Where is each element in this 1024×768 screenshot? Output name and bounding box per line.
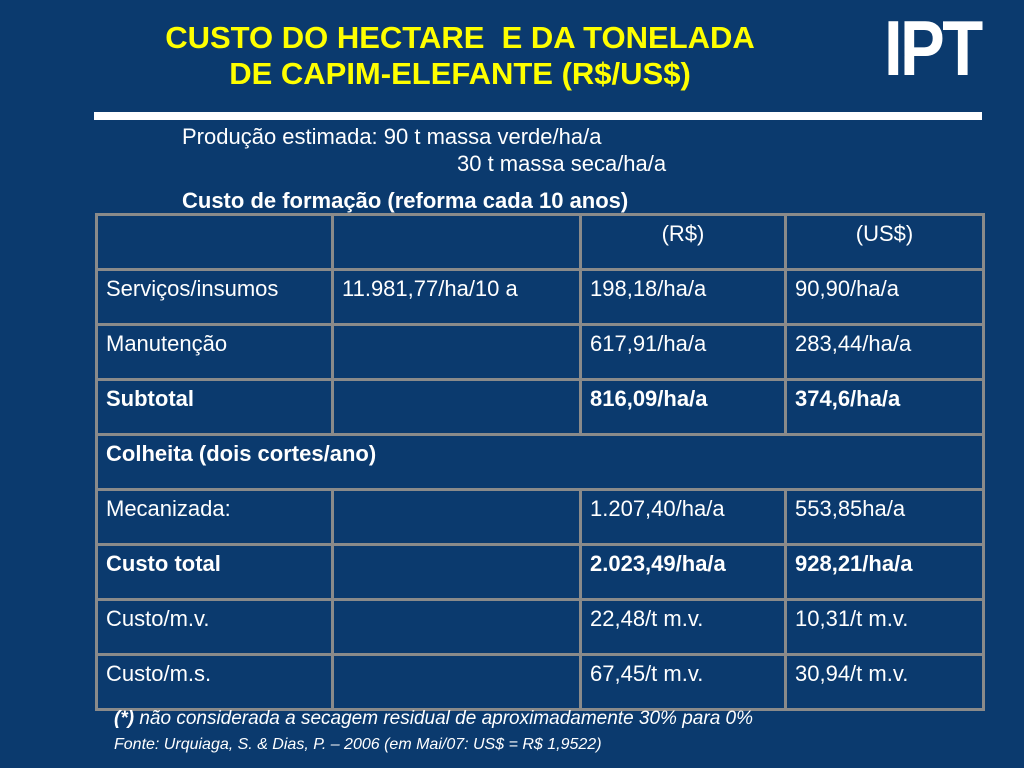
row-label: Mecanizada: (97, 490, 333, 545)
brl-cell: 1.207,40/ha/a (581, 490, 786, 545)
row-label: Custo/m.s. (97, 655, 333, 710)
usd-cell: 283,44/ha/a (786, 325, 984, 380)
table-row (97, 655, 984, 710)
base-cost-cell (333, 380, 581, 435)
header-cell-brl: (R$) (581, 215, 786, 270)
slide-title (0, 20, 920, 92)
title-line-1: CUSTO DO HECTARE E DA TONELADA (165, 20, 755, 55)
row-label: Serviços/insumos (97, 270, 333, 325)
row-label: Manutenção (97, 325, 333, 380)
header-cell (97, 215, 333, 270)
ipt-logo: IPT (884, 4, 981, 92)
production-estimate: Produção estimada: 90 t massa verde/ha/a (182, 124, 602, 149)
table-row (97, 380, 984, 435)
table-row (97, 270, 984, 325)
footnote (114, 708, 753, 730)
footnote-text: não considerada a secagem residual de aproximadamente 30% para 0% (134, 708, 754, 729)
brl-cell: 67,45/t m.v. (581, 655, 786, 710)
cost-table (95, 213, 985, 711)
formation-cost-heading: Custo de formação (reforma cada 10 anos) (182, 188, 629, 213)
table-section-row (97, 435, 984, 490)
table-row (97, 545, 984, 600)
table-header-row (97, 215, 984, 270)
table-row (97, 325, 984, 380)
title-line-2: DE CAPIM-ELEFANTE (R$/US$) (229, 56, 691, 91)
base-cost-cell: 11.981,77/ha/10 a (333, 270, 581, 325)
brl-cell: 22,48/t m.v. (581, 600, 786, 655)
base-cost-cell (333, 490, 581, 545)
brl-cell: 816,09/ha/a (581, 380, 786, 435)
row-label: Custo/m.v. (97, 600, 333, 655)
source-citation: Fonte: Urquiaga, S. & Dias, P. – 2006 (em Mai/07: US$ = R$ 1,9522) (114, 736, 602, 753)
brl-cell: 198,18/ha/a (581, 270, 786, 325)
brl-cell: 617,91/ha/a (581, 325, 786, 380)
usd-cell: 928,21/ha/a (786, 545, 984, 600)
section-label: Colheita (dois cortes/ano) (97, 435, 984, 490)
base-cost-cell (333, 655, 581, 710)
header-cell (333, 215, 581, 270)
table-row (97, 490, 984, 545)
base-cost-cell (333, 545, 581, 600)
base-cost-cell (333, 600, 581, 655)
row-label: Subtotal (97, 380, 333, 435)
base-cost-cell (333, 325, 581, 380)
production-estimate-dry: 30 t massa seca/ha/a (457, 151, 667, 176)
footnote-marker: (*) (114, 708, 135, 729)
table-row (97, 600, 984, 655)
usd-cell: 374,6/ha/a (786, 380, 984, 435)
usd-cell: 553,85ha/a (786, 490, 984, 545)
usd-cell: 90,90/ha/a (786, 270, 984, 325)
header-cell-usd: (US$) (786, 215, 984, 270)
brl-cell: 2.023,49/ha/a (581, 545, 786, 600)
usd-cell: 30,94/t m.v. (786, 655, 984, 710)
row-label: Custo total (97, 545, 333, 600)
usd-cell: 10,31/t m.v. (786, 600, 984, 655)
title-divider (94, 112, 982, 120)
